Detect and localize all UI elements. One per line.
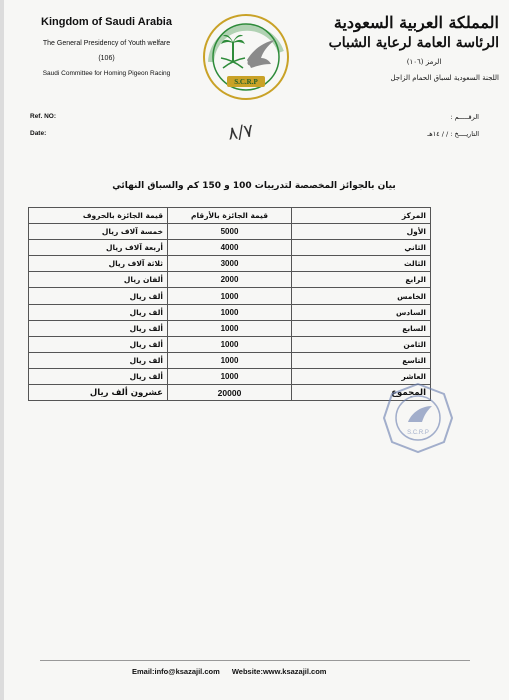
committee-stamp [382, 382, 454, 454]
cell-amount-numbers: 1000 [168, 352, 292, 368]
pigeon-icon [247, 40, 275, 68]
table-title: بيان بالجوائز المخصصة لتدريبات 100 و 150 كم والسباق النهائي [112, 181, 396, 191]
cell-amount-numbers: 1000 [168, 320, 292, 336]
table-header-row [29, 208, 431, 224]
presidency-title-ar: الرئاسة العامة لرعاية الشباب [328, 35, 499, 51]
cell-amount-words: ألف ريال [29, 352, 168, 368]
cell-amount-numbers: 1000 [168, 336, 292, 352]
stamp-pigeon-icon [408, 406, 432, 422]
cell-amount-words: أربعة آلاف ريال [29, 240, 168, 256]
ref-fields-ar [329, 113, 479, 147]
cell-amount-words: ألفان ريال [29, 272, 168, 288]
code-number-ar: الرمز (١٠٦) [406, 58, 442, 66]
table-row [29, 240, 431, 256]
kingdom-title: Kingdom of Saudi Arabia [41, 16, 172, 28]
header-amount-numbers: قيمة الجائزة بالأرقام [168, 208, 292, 224]
cell-amount-numbers: 5000 [168, 224, 292, 240]
cell-rank: الأول [292, 224, 431, 240]
cell-rank: الثاني [292, 240, 431, 256]
ref-no-label: Ref. NO: [30, 113, 56, 120]
cell-amount-words: ألف ريال [29, 336, 168, 352]
cell-rank: التاسع [292, 352, 431, 368]
stamp-text: S.C.R.P [407, 430, 429, 436]
ref-no-label-ar: الرقـــــم : [450, 113, 479, 121]
cell-amount-numbers: 4000 [168, 240, 292, 256]
cell-amount-words: ألف ريال [29, 368, 168, 384]
handwritten-mark: ٨/٧ [226, 120, 255, 145]
cell-amount-words: ثلاثة آلاف ريال [29, 256, 168, 272]
cell-amount-numbers: 1000 [168, 288, 292, 304]
committee-name-ar: اللجنة السعودية لسباق الحمام الزاجل [390, 74, 499, 82]
cell-rank: السابع [292, 320, 431, 336]
cell-amount-words: ألف ريال [29, 304, 168, 320]
scrp-logo [201, 12, 291, 102]
footer [132, 667, 336, 676]
table-row [29, 256, 431, 272]
cell-amount-numbers: 1000 [168, 304, 292, 320]
footer-divider [40, 660, 470, 661]
header-rank: المركز [292, 208, 431, 224]
table-row [29, 336, 431, 352]
logo-initials: S.C.R.P [234, 78, 258, 86]
cell-rank: الثامن [292, 336, 431, 352]
table-row [29, 320, 431, 336]
cell-rank: الثالث [292, 256, 431, 272]
page-edge [0, 0, 4, 700]
cell-rank: الخامس [292, 288, 431, 304]
presidency-title: The General Presidency of Youth welfare [42, 40, 171, 47]
cell-amount-words: خمسة آلاف ريال [29, 224, 168, 240]
table-row [29, 288, 431, 304]
date-label: Date: [30, 130, 47, 137]
table-row [29, 224, 431, 240]
table-row [29, 304, 431, 320]
table-row [29, 352, 431, 368]
cell-amount-numbers: 3000 [168, 256, 292, 272]
committee-name: Saudi Committee for Homing Pigeon Racing [42, 70, 171, 77]
kingdom-title-ar: المملكة العربية السعودية [333, 13, 499, 32]
date-label-ar: التاريــــخ : / / ١٤هـ [427, 130, 479, 138]
ref-fields-en [30, 113, 56, 147]
header-amount-words: قيمة الجائزة بالحروف [29, 208, 168, 224]
header-left [14, 16, 199, 77]
cell-amount-numbers: 1000 [168, 368, 292, 384]
cell-rank: العاشر [292, 368, 431, 384]
cell-amount-words: ألف ريال [29, 320, 168, 336]
header-right [319, 14, 499, 82]
table-total-row [29, 385, 431, 401]
table-row [29, 272, 431, 288]
cell-rank: الرابع [292, 272, 431, 288]
table-row [29, 368, 431, 384]
code-number: (106) [98, 55, 115, 62]
footer-website[interactable]: Website:www.ksazajil.com [231, 667, 327, 676]
footer-email[interactable]: Email:info@ksazajil.com [132, 667, 220, 676]
cell-amount-words: ألف ريال [29, 288, 168, 304]
cell-rank: المجموع [292, 385, 431, 401]
prize-table [28, 207, 431, 401]
cell-amount-numbers: 20000 [168, 385, 292, 401]
cell-amount-words: عشرون ألف ريال [29, 385, 168, 401]
cell-amount-numbers: 2000 [168, 272, 292, 288]
cell-rank: السادس [292, 304, 431, 320]
